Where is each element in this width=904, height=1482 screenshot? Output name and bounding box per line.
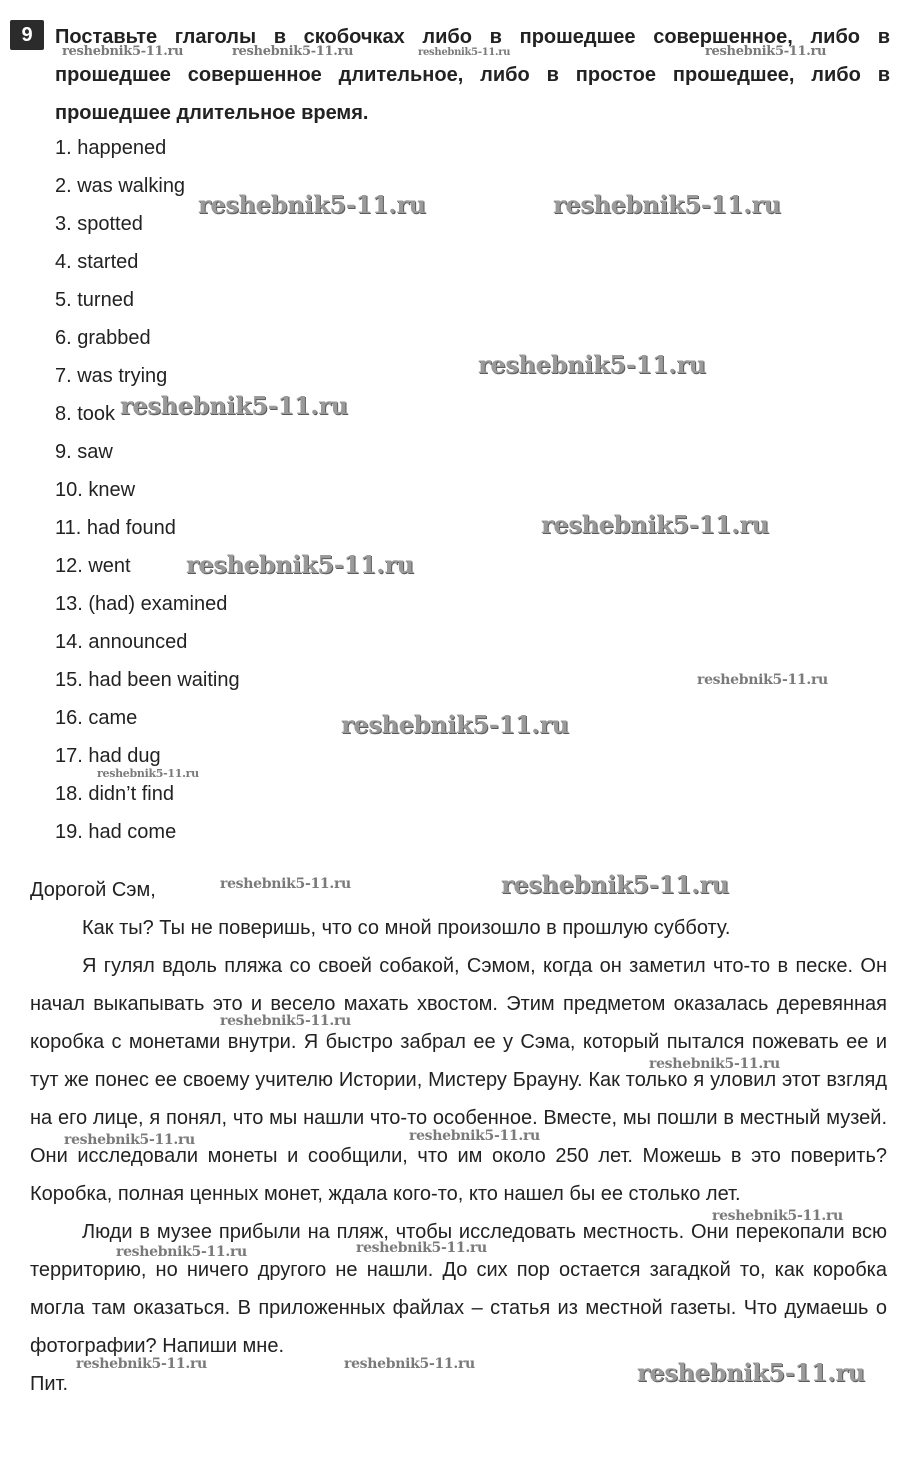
watermark: reshebnik5-11.ru xyxy=(116,1244,247,1260)
answer-item: 7. was trying xyxy=(55,365,168,387)
watermark: reshebnik5-11.ru xyxy=(697,672,828,688)
watermark: reshebnik5-11.ru xyxy=(541,510,769,539)
answer-item: 15. had been waiting xyxy=(55,669,240,691)
watermark: reshebnik5-11.ru xyxy=(553,190,781,219)
answer-item: 10. knew xyxy=(55,479,136,501)
watermark: reshebnik5-11.ru xyxy=(64,1132,195,1148)
answer-item: 8. took xyxy=(55,403,116,425)
answer-item: 9. saw xyxy=(55,441,113,463)
watermark: reshebnik5-11.ru xyxy=(76,1356,207,1372)
watermark: reshebnik5-11.ru xyxy=(186,550,414,579)
answer-item: 2. was walking xyxy=(55,175,186,197)
answer-item: 3. spotted xyxy=(55,213,143,235)
answer-item: 17. had dug xyxy=(55,745,161,767)
answers-list xyxy=(55,129,240,851)
answer-item: 13. (had) examined xyxy=(55,593,228,615)
answer-item: 14. announced xyxy=(55,631,188,653)
answer-item: 1. happened xyxy=(55,137,167,159)
letter-paragraph: Я гулял вдоль пляжа со своей собакой, Сэмом, когда он заметил что-то в песке. Он начал выкапывать это и весело махать хвостом. Этим предметом оказалась деревянная коробка с монетами внутри. Я быстро забрал ее у Сэма, который пытался пожевать ее и тут же понес ее своему учителю Истории, Мистеру Брауну. Как только я уловил этот взгляд на его лице, я понял, что мы нашли что-то особенное. Вместе, мы пошли в местный музей. Они исследовали монеты и сообщили, что им около 250 лет. Можешь в это поверить? Коробка, полная ценных монет, ждала кого-то, кто нашел бы ее столько лет. xyxy=(30,955,887,1205)
answer-item: 16. came xyxy=(55,707,138,729)
letter-signature: Пит. xyxy=(30,1373,69,1395)
watermark: reshebnik5-11.ru xyxy=(220,876,351,892)
watermark: reshebnik5-11.ru xyxy=(712,1208,843,1224)
watermark: reshebnik5-11.ru xyxy=(418,47,511,58)
answer-item: 18. didn’t find xyxy=(55,783,174,805)
letter-paragraph: Как ты? Ты не поверишь, что со мной произошло в прошлую субботу. xyxy=(82,917,731,939)
watermark: reshebnik5-11.ru xyxy=(232,44,354,59)
answer-item: 19. had come xyxy=(55,821,177,843)
letter-greeting: Дорогой Сэм, xyxy=(30,879,156,901)
exercise-number: 9 xyxy=(10,20,44,50)
watermark: reshebnik5-11.ru xyxy=(97,767,199,780)
watermark: reshebnik5-11.ru xyxy=(501,870,729,899)
answer-item: 6. grabbed xyxy=(55,327,151,349)
watermark: reshebnik5-11.ru xyxy=(341,710,569,739)
letter-translation xyxy=(30,871,887,1403)
answer-item: 4. started xyxy=(55,251,139,273)
watermark: reshebnik5-11.ru xyxy=(478,350,706,379)
watermark: reshebnik5-11.ru xyxy=(356,1240,487,1256)
watermark: reshebnik5-11.ru xyxy=(409,1128,540,1144)
watermark: reshebnik5-11.ru xyxy=(220,1013,351,1029)
answer-item: 11. had found xyxy=(55,517,176,539)
watermark: reshebnik5-11.ru xyxy=(198,190,426,219)
watermark: reshebnik5-11.ru xyxy=(344,1356,475,1372)
watermark: reshebnik5-11.ru xyxy=(649,1056,780,1072)
exercise-instruction: Поставьте глаголы в скобочках либо в прошедшее совершенное, либо в прошедшее совершенное длительное, либо в простое прошедшее, либо в прошедшее длительное время. xyxy=(55,26,890,124)
answer-item: 5. turned xyxy=(55,289,134,311)
watermark: reshebnik5-11.ru xyxy=(62,44,184,59)
watermark: reshebnik5-11.ru xyxy=(705,44,827,59)
watermark: reshebnik5-11.ru xyxy=(637,1358,865,1387)
letter-paragraph: Люди в музее прибыли на пляж, чтобы исследовать местность. Они перекопали всю территорию, но ничего другого не нашли. До сих пор остается загадкой то, как коробка могла там оказаться. В приложенных файлах – статья из местной газеты. Что думаешь о фотографии? Напиши мне. xyxy=(30,1221,887,1357)
watermark: reshebnik5-11.ru xyxy=(120,391,348,420)
answer-item: 12. went xyxy=(55,555,131,577)
